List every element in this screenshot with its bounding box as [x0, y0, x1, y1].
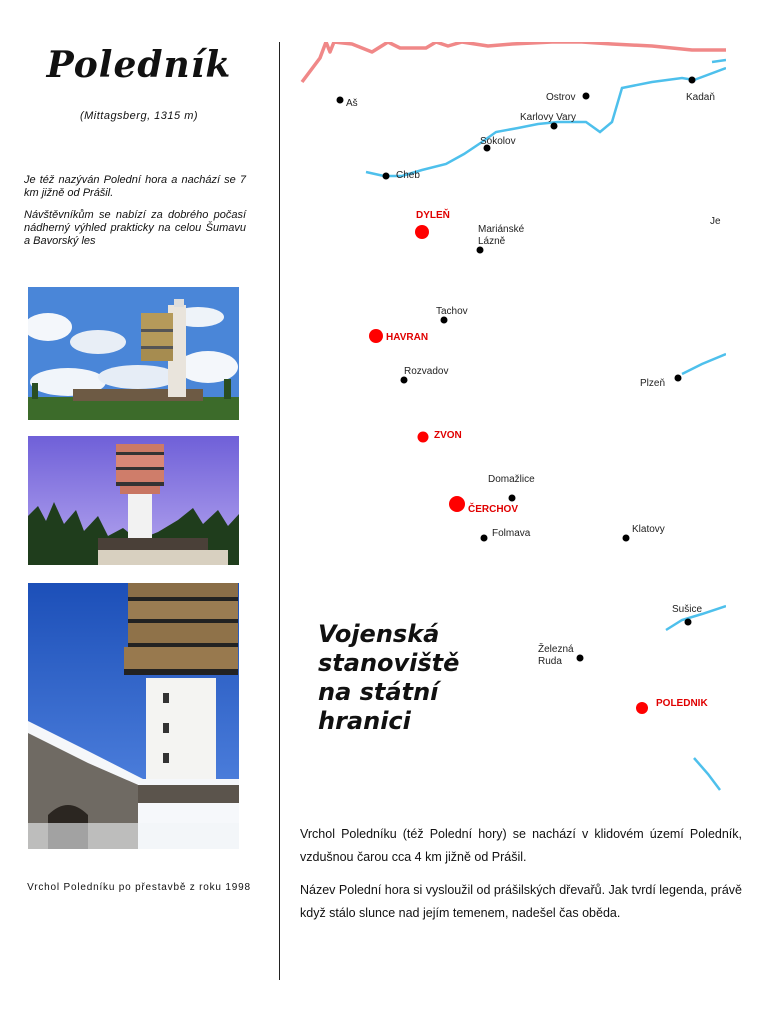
map-town-domazlice: Domažlice: [488, 474, 535, 485]
map-town-folmava: Folmava: [492, 528, 531, 539]
body-paragraph: Vrchol Poledníku (též Polední hory) se nachází v klidovém území Poledník, vzdušnou čarou cca 4 km jižně od Prášil.: [300, 827, 742, 864]
map-town-karlovy-vary: Karlovy Vary: [520, 112, 576, 123]
map-town-as: Aš: [346, 98, 358, 109]
left-column: [0, 0, 278, 1024]
photo-caption: Vrchol Poledníku po přestavbě z roku 1998: [27, 882, 251, 893]
map-post-zvon: ZVON: [434, 430, 462, 441]
body-paragraph: Název Polední hora si vysloužil od prášilských dřevařů. Jak tvrdí legenda, právě když stálo slunce nad jejím temenem, nadešel čas oběda.: [300, 883, 742, 920]
page-subtitle: (Mittagsberg, 1315 m): [79, 110, 199, 122]
river-south: [694, 758, 720, 790]
map-town-tachov: Tachov: [436, 306, 468, 317]
map-title: [318, 620, 538, 736]
tower-photo-winter: [28, 583, 239, 849]
map-post-cerchov: ČERCHOV: [468, 504, 519, 515]
intro-text: [24, 174, 246, 257]
tower-photo-sunset: [28, 436, 239, 565]
page-title: Poledník: [46, 44, 232, 86]
map-title-line: Vojenská: [318, 620, 440, 648]
tower-photo-summer: [28, 287, 239, 420]
map-title-line: hranici: [318, 707, 411, 735]
river-plzen: [682, 354, 726, 374]
map-post-polednik: POLEDNIK: [656, 698, 708, 709]
map-town-sokolov: Sokolov: [480, 136, 516, 147]
map-town-ruda: Ruda: [538, 656, 562, 667]
map-post-havran: HAVRAN: [386, 332, 429, 343]
intro-paragraph: Návštěvníkům se nabízí za dobrého počasí nádherný výhled prakticky na celou Šumavu a Bavorský les: [24, 209, 246, 247]
map-title-line: na státní: [318, 678, 439, 706]
map-town-susice: Sušice: [672, 604, 703, 615]
map-town-plzen: Plzeň: [640, 378, 666, 389]
map-town-marianske: Mariánské: [478, 224, 525, 235]
river-upper: [712, 60, 726, 62]
state-border-line: [302, 42, 726, 82]
map-town-klatovy: Klatovy: [632, 524, 665, 535]
map-title-line: stanoviště: [318, 649, 460, 677]
map-town-je: Je: [710, 216, 721, 227]
map-post-dylen: DYLEŇ: [416, 210, 450, 221]
body-text: [300, 823, 742, 935]
map-town-rozvadov: Rozvadov: [404, 366, 449, 377]
map-town-kadan: Kadaň: [686, 92, 715, 103]
map-town-lazne: Lázně: [478, 236, 506, 247]
map-town-zelezna: Železná: [538, 644, 574, 655]
column-divider: [279, 42, 280, 980]
map-town-cheb: Cheb: [396, 170, 420, 181]
map-town-ostrov: Ostrov: [546, 92, 576, 103]
intro-paragraph: Je též nazýván Polední hora a nachází se 7 km jižně od Prášil.: [24, 174, 246, 199]
